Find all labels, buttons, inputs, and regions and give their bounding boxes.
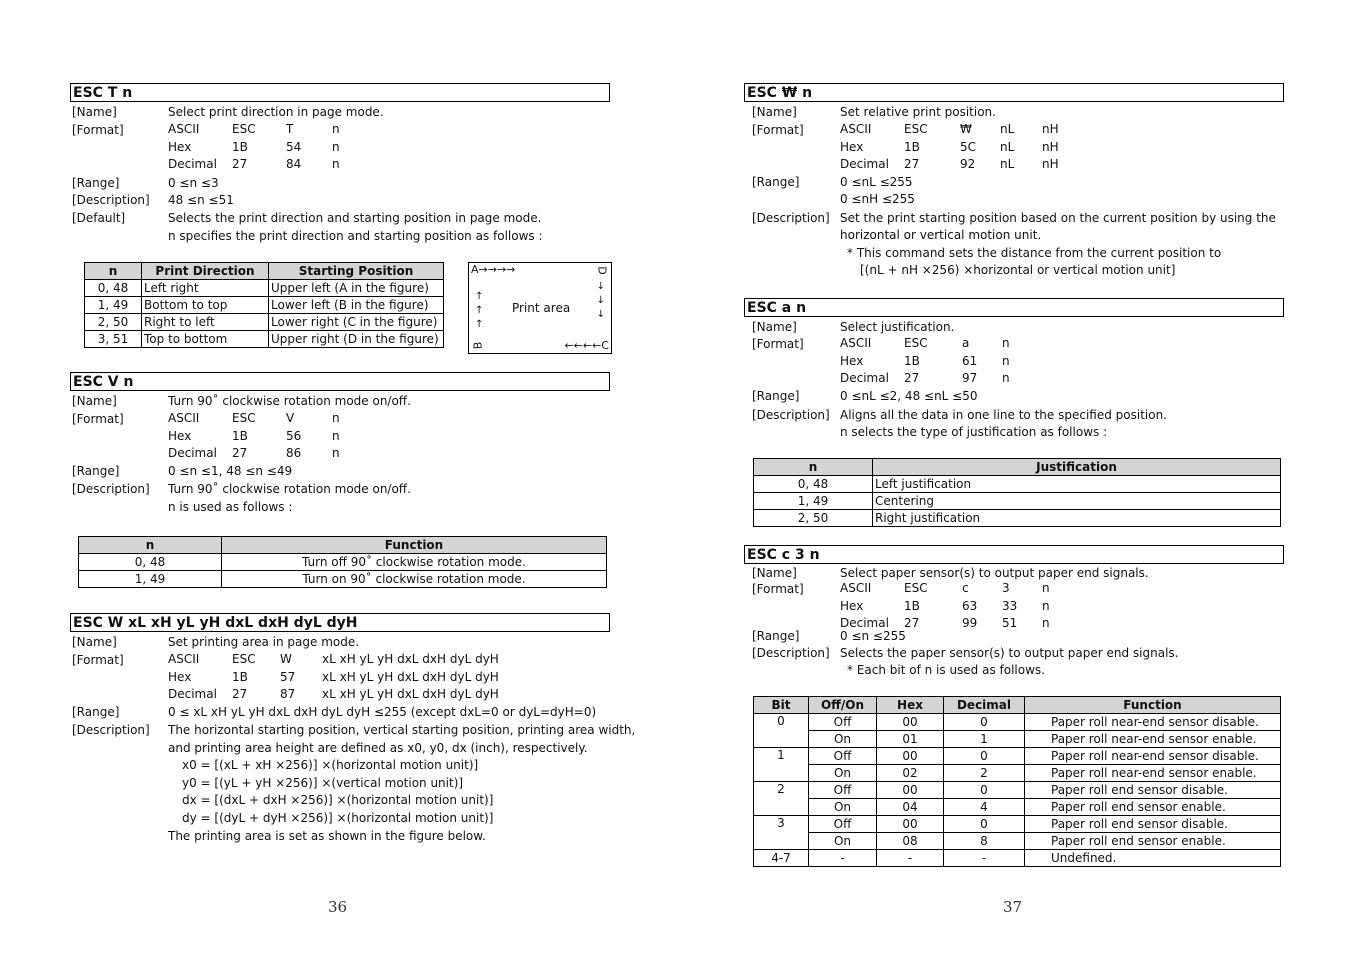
justification-table [753,458,1281,527]
format-cell: 87 [280,687,296,701]
format-cell: n [1002,353,1010,368]
format-cell: n [332,411,340,425]
table-header: Justification [873,459,1281,476]
table-row: 1, 49 Centering [754,493,1281,510]
up-arrow: ↑ [475,291,484,302]
format-cell: ASCII [168,652,200,666]
table-header: n [754,459,873,476]
table-row: On 02 2 Paper roll near-end sensor enable. [754,765,1281,782]
format-cell: T [286,122,294,136]
down-arrow: ↓ [596,309,605,320]
format-cell: c [962,581,969,595]
table-row: 1, 49 Bottom to top Lower left (B in the figure) [85,297,444,314]
format-cell: ESC [232,652,256,666]
up-arrow: ↑ [475,319,484,330]
table-row: On 08 8 Paper roll end sensor enable. [754,833,1281,850]
format-cell: xL xH yL yH dxL dxH dyL dyH [322,687,499,701]
format-cell: 1B [904,139,920,154]
format-cell: Decimal [168,687,217,701]
format-cell: Decimal [840,371,889,385]
format-cell: ASCII [840,122,872,136]
format-cell: 92 [960,157,976,171]
format-cell: 27 [232,446,248,460]
section-title: ESC W xL xH yL yH dxL dxH dyL dyH [70,613,610,632]
format-cell: ESC [232,411,256,425]
format-cell: 51 [1002,616,1018,630]
format-cell: n [1002,371,1010,385]
format-cell: 57 [280,669,296,684]
section-title: ESC a n [744,298,1284,317]
format-cell: 1B [232,139,248,154]
table-header: Hex [877,697,944,714]
format-cell: V [286,411,295,425]
format-cell: 1B [232,669,248,684]
right-page: ESC ₩ n [Name] Set relative print position. [Format] ASCII ESC ₩ nL nH Hex 1B 5C nL nH Decimal 27 92 nL nH [Range] 0 ≤nL ≤255 0 ≤nH ≤255 [Description] Set the print starting position based on the current position by using the horizontal or vertical motion unit. * This command sets the distance from the current position to [(nL + nH ×256) ×horizontal or vertical motion unit] ESC a n [Name] Select justification. [Format] ASCII ESC a n Hex 1B 61 n Decimal 27 97 n [Range] 0 ≤nL ≤2, 48 ≤nL ≤50 [Description] Aligns all the data in one line to the specified position. n selects the type of justification as follows : n Justification 0, 48 Left justification 1, 49 Centering 2, 50 Right justification ESC c 3 n [Name] Select paper sensor(s) to output paper end signals. [Format] ASCII ESC c 3 n Hex 1B 63 33 n Decimal 27 99 51 n [Range] 0 ≤n ≤255 [Description] Selects the paper sensor(s) to output paper end signals. * Each bit of n is used as follows. Bit Off/On Hex Decimal Function 0 Off 00 0 Paper roll near-end sensor disable. On 01 1 Paper roll near-end sensor enable. 1 Off 00 0 Paper roll near-end sensor disable. On 02 2 Paper roll near-end sensor enable. 2 Off 00 0 Paper roll end sensor disable. On 04 4 Paper roll end sensor enable. 3 Off 00 0 Paper roll end sensor disable. On 08 8 Paper roll end sensor enable. 4-7 - - - Undefined. 37 [676,0,1351,954]
corner-d-label: D [595,266,609,275]
print-area-label: Print area [512,301,571,315]
format-cell: 1B [904,598,920,613]
format-cell: n [332,122,340,136]
format-cell: n [332,157,340,171]
format-cell: Hex [840,139,864,154]
format-cell: 27 [904,371,920,385]
format-cell: nH [1042,157,1059,171]
page-number: 37 [1003,898,1023,916]
format-cell: 5C [960,139,977,154]
format-cell: 1B [232,428,248,443]
corner-b-label: B [471,341,485,350]
format-cell: nL [1000,157,1015,171]
format-cell: ESC [904,122,928,136]
format-cell: xL xH yL yH dxL dxH dyL dyH [322,652,499,666]
format-cell: ASCII [840,581,872,595]
format-cell: 54 [286,139,302,154]
down-arrow: ↓ [596,295,605,306]
up-arrow: ↑ [475,305,484,316]
format-cell: 63 [962,598,978,613]
format-cell: nL [1000,139,1015,154]
format-cell: ESC [904,581,928,595]
sensor-bit-table [753,696,1281,867]
format-cell: 27 [904,616,920,630]
format-cell: 97 [962,371,978,385]
table-row: 0, 48 Left right Upper left (A in the figure) [85,280,444,297]
format-cell: ASCII [840,336,872,350]
format-cell: n [332,139,340,154]
format-cell: Hex [168,669,192,684]
table-header: Decimal [944,697,1025,714]
top-arrow-label: A→→→→ [471,263,516,276]
table-row: 1, 49 Turn on 90˚ clockwise rotation mode. [79,571,607,588]
page-number: 36 [328,898,348,916]
format-cell: Hex [168,139,192,154]
format-cell: ESC [904,336,928,350]
format-cell: 3 [1002,581,1010,595]
format-cell: nH [1042,139,1059,154]
format-cell: 56 [286,428,302,443]
table-header: Bit [754,697,809,714]
format-cell: ASCII [168,411,200,425]
table-row: On 04 4 Paper roll end sensor enable. [754,799,1281,816]
table-row: 2, 50 Right to left Lower right (C in the figure) [85,314,444,331]
format-cell: xL xH yL yH dxL dxH dyL dyH [322,669,499,684]
format-cell: ₩ [960,122,972,136]
format-cell: 99 [962,616,978,630]
format-cell: 1B [904,353,920,368]
format-cell: 27 [232,687,248,701]
format-cell: 61 [962,353,978,368]
table-header: n [79,537,222,554]
format-cell: Decimal [168,157,217,171]
print-direction-table [84,262,444,348]
table-header: n [85,263,142,280]
format-cell: 27 [904,157,920,171]
table-row: 0, 48 Left justification [754,476,1281,493]
format-cell: n [1002,336,1010,350]
table-header: Function [1025,697,1281,714]
table-row: 3 Off 00 0 Paper roll end sensor disable. [754,816,1281,833]
down-arrow: ↓ [596,281,605,292]
table-row: 2, 50 Right justification [754,510,1281,527]
section-title: ESC ₩ n [744,83,1284,102]
format-cell: a [962,336,970,350]
format-cell: ASCII [168,122,200,136]
format-cell: nL [1000,122,1015,136]
format-cell: W [280,652,292,666]
format-cell: n [1042,616,1050,630]
format-cell: 27 [232,157,248,171]
format-cell: ESC [232,122,256,136]
table-row: 4-7 - - - Undefined. [754,850,1281,867]
format-cell: Decimal [168,446,217,460]
table-row: On 01 1 Paper roll near-end sensor enable. [754,731,1281,748]
format-cell: Decimal [840,616,889,630]
format-cell: n [1042,581,1050,595]
format-cell: 33 [1002,598,1018,613]
table-row: 1 Off 00 0 Paper roll near-end sensor disable. [754,748,1281,765]
format-cell: nH [1042,122,1059,136]
format-cell: Hex [840,353,864,368]
table-header: Starting Position [269,263,444,280]
table-row: 2 Off 00 0 Paper roll end sensor disable. [754,782,1281,799]
table-header: Off/On [809,697,877,714]
format-cell: Hex [840,598,864,613]
format-cell: n [332,428,340,443]
format-cell: n [332,446,340,460]
section-title: ESC T n [70,83,610,102]
rotation-function-table [78,536,607,588]
table-row: 3, 51 Top to bottom Upper right (D in the figure) [85,331,444,348]
table-header: Function [222,537,607,554]
format-cell: Hex [168,428,192,443]
left-page: ESC T n [Name] Select print direction in page mode. [Format] ASCII ESC T n Hex 1B 54 n Decimal 27 84 n [Range] 0 ≤n ≤3 [Description] 48 ≤n ≤51 [Default] Selects the print direction and starting position in page mode. n specifies the print direction and starting position as follows : n Print Direction Starting Position 0, 48 Left right Upper left (A in the figure) 1, 49 Bottom to top Lower left (B in the figure) 2, 50 Right to left Lower right (C in the figure) 3, 51 Top to bottom Upper right (D in the figure) A→→→→ Print area ←←←←C B D ↑ ↑ ↑ ↓ ↓ ↓ ESC V n [Name] Turn 90˚ clockwise rotation mode on/off. [Format] ASCII ESC V n Hex 1B 56 n Decimal 27 86 n [Range] 0 ≤n ≤1, 48 ≤n ≤49 [Description] Turn 90˚ clockwise rotation mode on/off. n is used as follows : n Function 0, 48 Turn off 90˚ clockwise rotation mode. 1, 49 Turn on 90˚ clockwise rotation mode. ESC W xL xH yL yH dxL dxH dyL dyH [Name] Set printing area in page mode. [Format] ASCII ESC W xL xH yL yH dxL dxH dyL dyH Hex 1B 57 xL xH yL yH dxL dxH dyL dyH Decimal 27 87 xL xH yL yH dxL dxH dyL dyH [Range] 0 ≤ xL xH yL yH dxL dxH dyL dyH ≤255 (except dxL=0 or dyL=dyH=0) [Description] The horizontal starting position, vertical starting position, printing area width, and printing area height are defined as x0, y0, dx (inch), respectively. x0 = [(xL + xH ×256)] ×(horizontal motion unit)] y0 = [(yL + yH ×256)] ×(vertical motion unit)] dx = [(dxL + dxH ×256)] ×(horizontal motion unit)] dy = [(dyL + dyH ×256)] ×(horizontal motion unit)] The printing area is set as shown in the figure below. 36 [72,85,636,916]
format-cell: 86 [286,446,302,460]
section-title: ESC c 3 n [744,545,1284,564]
table-row: 0, 48 Turn off 90˚ clockwise rotation mode. [79,554,607,571]
section-title: ESC V n [70,372,610,391]
format-cell: 84 [286,157,302,171]
table-row: 0 Off 00 0 Paper roll near-end sensor disable. [754,714,1281,731]
table-header: Print Direction [142,263,269,280]
bottom-arrow-label: ←←←←C [564,339,609,352]
print-area-figure [468,262,612,354]
format-cell: Decimal [840,157,889,171]
format-cell: n [1042,598,1050,613]
